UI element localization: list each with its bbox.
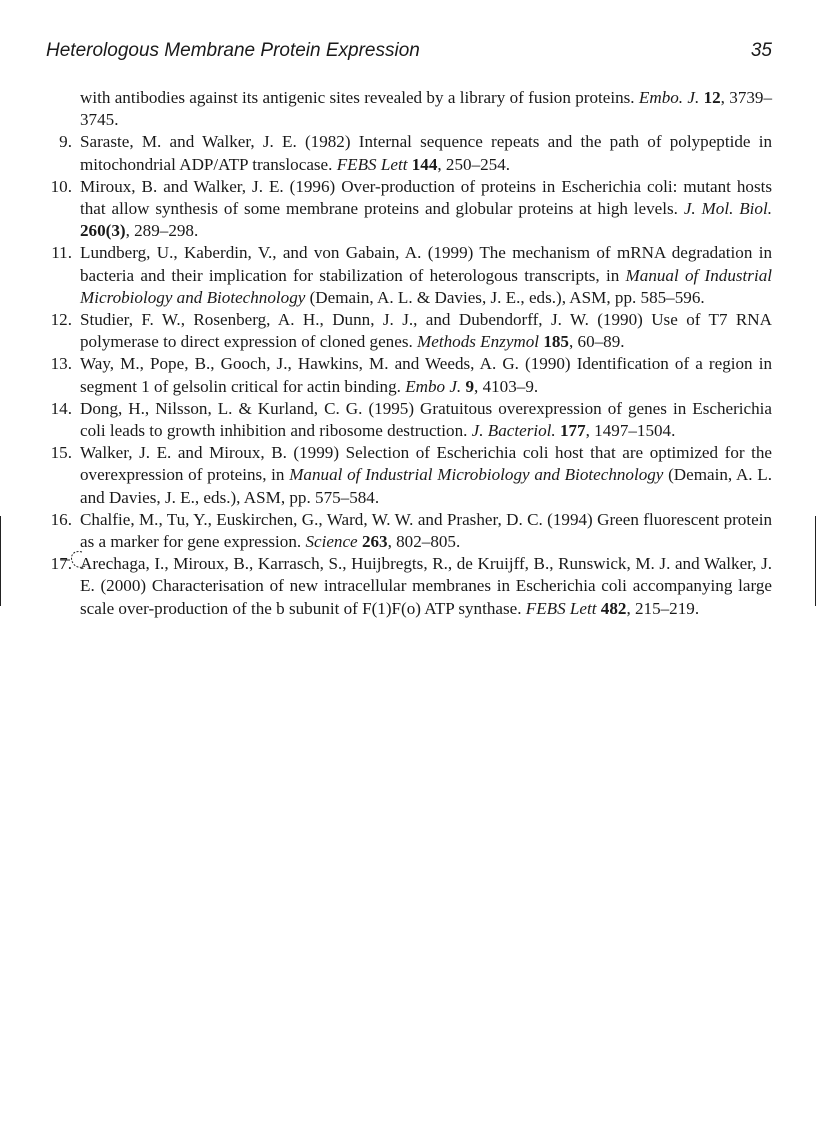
text-segment: Arechaga, I., Miroux, B., Karrasch, S., Huijbregts, R., de Kruijff, B., Runswick, M. J. and Walker, J. E. (2000) Characterisation of new intracellular membranes in Escherichia coli accompanying large scale over-production of the b subunit of F(1)F(o) ATP synthase. (80, 554, 772, 618)
reference-number: 9. (59, 132, 72, 152)
reference-number: 13. (50, 354, 72, 374)
bold-segment: 185 (543, 332, 569, 352)
reference-list (50, 87, 773, 620)
text-segment: Lundberg, U., Kaberdin, V., and von Gabain, A. (1999) The mechanism of mRNA degradation in bacteria and their implication for stabilization of heterologous transcripts, in (80, 243, 772, 285)
reference-text (80, 176, 772, 243)
reference-number: 10. (50, 176, 72, 196)
reference-item (50, 309, 772, 353)
running-head-title: Heterologous Membrane Protein Expression (46, 40, 420, 61)
text-segment: (Demain, A. L. & Davies, J. E., eds.), ASM, pp. 585–596. (305, 287, 705, 307)
italic-segment: Embo. J. (638, 88, 700, 107)
reference-text (80, 87, 772, 131)
crop-mark-left (0, 516, 1, 606)
reference-number: 17. (50, 554, 72, 574)
text-segment: Way, M., Pope, B., Gooch, J., Hawkins, M. and Weeds, A. G. (1990) Identification of a region in segment 1 of gelsolin critical for actin binding. (80, 354, 772, 396)
bold-segment: 260(3) (80, 221, 126, 241)
text-segment: Saraste, M. and Walker, J. E. (1982) Internal sequence repeats and the path of polypeptide in mitochondrial ADP/ATP translocase. (80, 132, 772, 174)
reference-text (80, 398, 772, 442)
reference-number: 16. (50, 509, 72, 529)
text-segment: , 3739–3745. (80, 88, 773, 130)
italic-segment: J. Bacteriol. (471, 421, 556, 441)
reference-text (80, 553, 772, 620)
bold-segment: 263 (361, 532, 388, 552)
italic-segment: Embo J. (405, 376, 462, 396)
text-segment: , 60–89. (568, 332, 625, 352)
reference-text (80, 242, 772, 309)
reference-number: 14. (50, 398, 72, 418)
bold-segment: 144 (411, 154, 438, 174)
italic-segment: J. Mol. Biol. (683, 199, 772, 219)
text-segment: , 250–254. (437, 154, 511, 174)
text-segment: Miroux, B. and Walker, J. E. (1996) Over-production of proteins in Escherichia coli: mutant hosts that allow synthesis of some membrane proteins and globular proteins at high levels. (80, 176, 772, 219)
reference-item (80, 87, 772, 131)
text-segment: Walker, J. E. and Miroux, B. (1999) Selection of Escherichia coli host that are optimized for the overexpression of proteins, in (80, 443, 772, 485)
reference-number: 11. (51, 243, 72, 263)
reference-number: 12. (50, 310, 72, 330)
italic-segment: FEBS Lett (336, 154, 408, 174)
reference-item (50, 353, 772, 397)
reference-item (50, 553, 772, 620)
text-segment: , 4103–9. (474, 376, 539, 396)
italic-segment: Science (305, 532, 358, 552)
text-segment: , 215–219. (626, 598, 700, 618)
italic-segment: Manual of Industrial Microbiology and Biotechnology (289, 465, 664, 485)
bold-segment: 9 (465, 376, 475, 396)
reference-text (80, 309, 772, 353)
reference-item (59, 131, 772, 175)
reference-item (50, 398, 772, 442)
reference-number: 15. (50, 443, 72, 463)
italic-segment: Manual of Industrial Microbiology and Biotechnology (80, 265, 772, 307)
text-segment: Studier, F. W., Rosenberg, A. H., Dunn, J. J., and Dubendorff, J. W. (1990) Use of T7 RNA polymerase to direct expression of cloned genes. (80, 310, 772, 352)
text-segment: Chalfie, M., Tu, Y., Euskirchen, G., Ward, W. W. and Prasher, D. C. (1994) Green fluorescent protein as a marker for gene expression. (80, 509, 772, 552)
bold-segment: 12 (703, 88, 721, 107)
reference-text (80, 442, 772, 509)
reference-text (80, 131, 772, 175)
running-head (46, 40, 772, 66)
italic-segment: FEBS Lett (525, 598, 597, 618)
text-segment: with antibodies against its antigenic sites revealed by a library of fusion proteins. (80, 88, 639, 107)
reference-text (80, 353, 772, 397)
text-segment: (Demain, A. L. and Davies, J. E., eds.), ASM, pp. 575–584. (80, 465, 772, 507)
italic-segment: Methods Enzymol (417, 332, 540, 352)
text-segment: , 1497–1504. (585, 421, 676, 441)
reference-item (51, 242, 772, 309)
reference-item (50, 509, 772, 553)
bold-segment: 482 (600, 598, 627, 618)
page-number: 35 (750, 40, 772, 61)
reference-item (50, 176, 772, 243)
text-segment: Dong, H., Nilsson, L. & Kurland, C. G. (1995) Gratuitous overexpression of genes in Escherichia coli leads to growth inhibition and ribosome destruction. (80, 398, 772, 441)
text-segment: , 802–805. (387, 532, 461, 552)
text-segment: , 289–298. (125, 221, 199, 241)
reference-item (50, 442, 772, 509)
reference-text (80, 509, 772, 553)
bold-segment: 177 (559, 421, 586, 441)
